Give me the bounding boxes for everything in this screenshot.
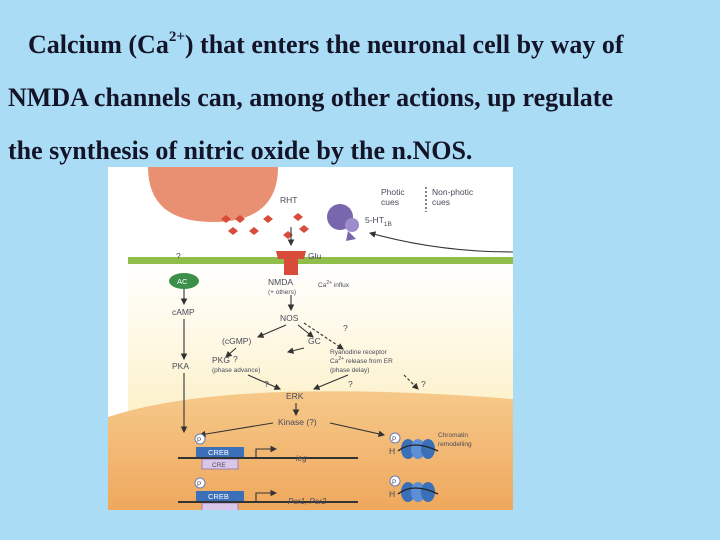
line1-superscript: 2+	[168, 29, 185, 45]
slide-text	[8, 18, 712, 177]
photic-label: Photic	[381, 187, 405, 197]
ac-label: AC	[177, 277, 188, 286]
5ht1b-label: $5-HT_{1B}$	[365, 215, 392, 228]
glu-label: Glu	[308, 251, 322, 261]
chromatin-label: Chromatin	[438, 432, 468, 439]
question-a: ?	[264, 379, 269, 389]
5ht-receptor-lobe	[345, 218, 359, 232]
pkg-label: PKG	[212, 355, 230, 365]
text-line-1	[8, 18, 712, 71]
gc-label: GC	[308, 336, 321, 346]
p-h1-label: P	[392, 436, 397, 443]
creb1-label: CREB	[208, 448, 229, 457]
phase-delay-label: (phase delay)	[330, 367, 370, 374]
nucleosome-1	[398, 439, 438, 459]
signaling-pathway-figure	[108, 167, 513, 510]
pathway-diagram	[108, 167, 513, 510]
ca-release-label: $Ca^{2+}$ release from ER	[330, 356, 393, 365]
line1-pre: Calcium (Ca	[28, 30, 169, 59]
question-b: ?	[348, 379, 353, 389]
ca-influx-label: $Ca^{2+}$ influx	[318, 280, 350, 289]
nucleus	[108, 391, 513, 510]
ryanodine-label: Ryanodine receptor	[330, 349, 387, 356]
pka-label: PKA	[172, 361, 190, 371]
text-line-2: NMDA channels can, among other actions, up regulate	[8, 83, 613, 112]
kinase-label: Kinase (?)	[278, 417, 317, 427]
p1-label: P	[197, 437, 202, 444]
nos-label: NOS	[280, 313, 299, 323]
p-h2-label: P	[392, 479, 397, 486]
question-nos: ?	[343, 323, 348, 333]
ieg-label: ieg	[296, 454, 307, 463]
non-photic-label: Non-photic	[432, 187, 474, 197]
rht-label: RHT	[280, 195, 298, 205]
nucleosome-2	[398, 482, 438, 502]
phase-advance-label: (phase advance)	[212, 367, 261, 374]
camp-label: cAMP	[172, 307, 195, 317]
per-genes-label: Per1, Per2	[288, 497, 327, 506]
question-top: ?	[176, 251, 181, 261]
nmda-others-label: (+ others)	[268, 289, 296, 296]
creb2-label: CREB	[208, 492, 229, 501]
p2-label: P	[197, 481, 202, 488]
h2-label: H	[389, 489, 396, 499]
question-c: ?	[421, 379, 426, 389]
text-line-3: the synthesis of nitric oxide by the n.NOS.	[8, 136, 473, 165]
nmda-label: NMDA	[268, 277, 294, 287]
line1-post: ) that enters the neuronal cell by way of	[184, 30, 624, 59]
cre-2	[202, 503, 238, 510]
question-gc: ?	[233, 354, 238, 364]
erk-label: ERK	[286, 391, 304, 401]
remodelling-label: remodelling	[438, 441, 472, 448]
h1-label: H	[389, 446, 396, 456]
photic-cues-label: cues	[381, 197, 399, 207]
non-photic-cues-label: cues	[432, 197, 450, 207]
cgmp-label: (cGMP)	[222, 336, 252, 346]
cre1-label: CRE	[212, 462, 226, 469]
